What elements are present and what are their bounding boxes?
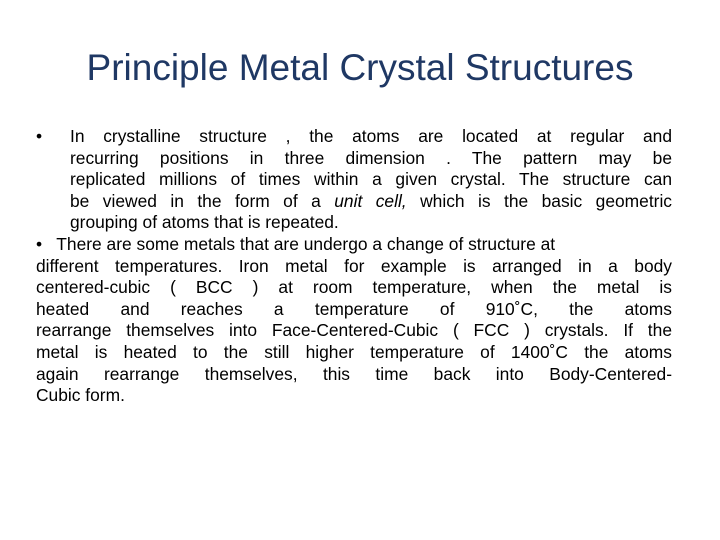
bullet2-line-1 (36, 234, 672, 256)
bullet1-line-5: grouping of atoms that is repeated. (70, 212, 339, 233)
bullet2-line-6: metal is heated to the still higher temperature of 1400˚C the atoms (36, 341, 672, 362)
slide-body (36, 126, 672, 407)
bullet2-line-5: rearrange themselves into Face-Centered-Cubic ( FCC ) crystals. If the (36, 320, 672, 341)
bullet2-line-7: again rearrange themselves, this time back into Body-Centered- (36, 363, 672, 384)
bullet2-line-8: Cubic form. (36, 385, 125, 406)
bullet-item-iron-phase-change (36, 234, 672, 407)
bullet2-line-2: different temperatures. Iron metal for example is arranged in a body (36, 255, 672, 276)
bullet1-line-2: recurring positions in three dimension . The pattern may be (70, 147, 672, 168)
bullet1-line-1: In crystalline structure , the atoms are located at regular and (70, 126, 672, 146)
bullet1-line-4-rest: which is the basic geometric (420, 190, 672, 211)
unit-cell-term: unit cell, (334, 190, 407, 211)
bullet-icon: • (36, 126, 43, 146)
bullet2-line-4: heated and reaches a temperature of 910˚C, the atoms (36, 298, 672, 319)
bullet-item-crystalline-structure (36, 126, 672, 234)
bullet1-line-4-text: be viewed in the form of a (70, 190, 321, 211)
bullet2-line-3: centered-cubic ( BCC ) at room temperature, when the metal is (36, 277, 672, 298)
bullet1-line-4 (70, 191, 672, 213)
bullet-icon: • (36, 233, 43, 254)
slide-title: Principle Metal Crystal Structures (86, 47, 634, 88)
bullet1-line-3: replicated millions of times within a given crystal. The structure can (70, 169, 672, 190)
bullet2-line-1-text: There are some metals that are undergo a change of structure at (56, 233, 556, 254)
